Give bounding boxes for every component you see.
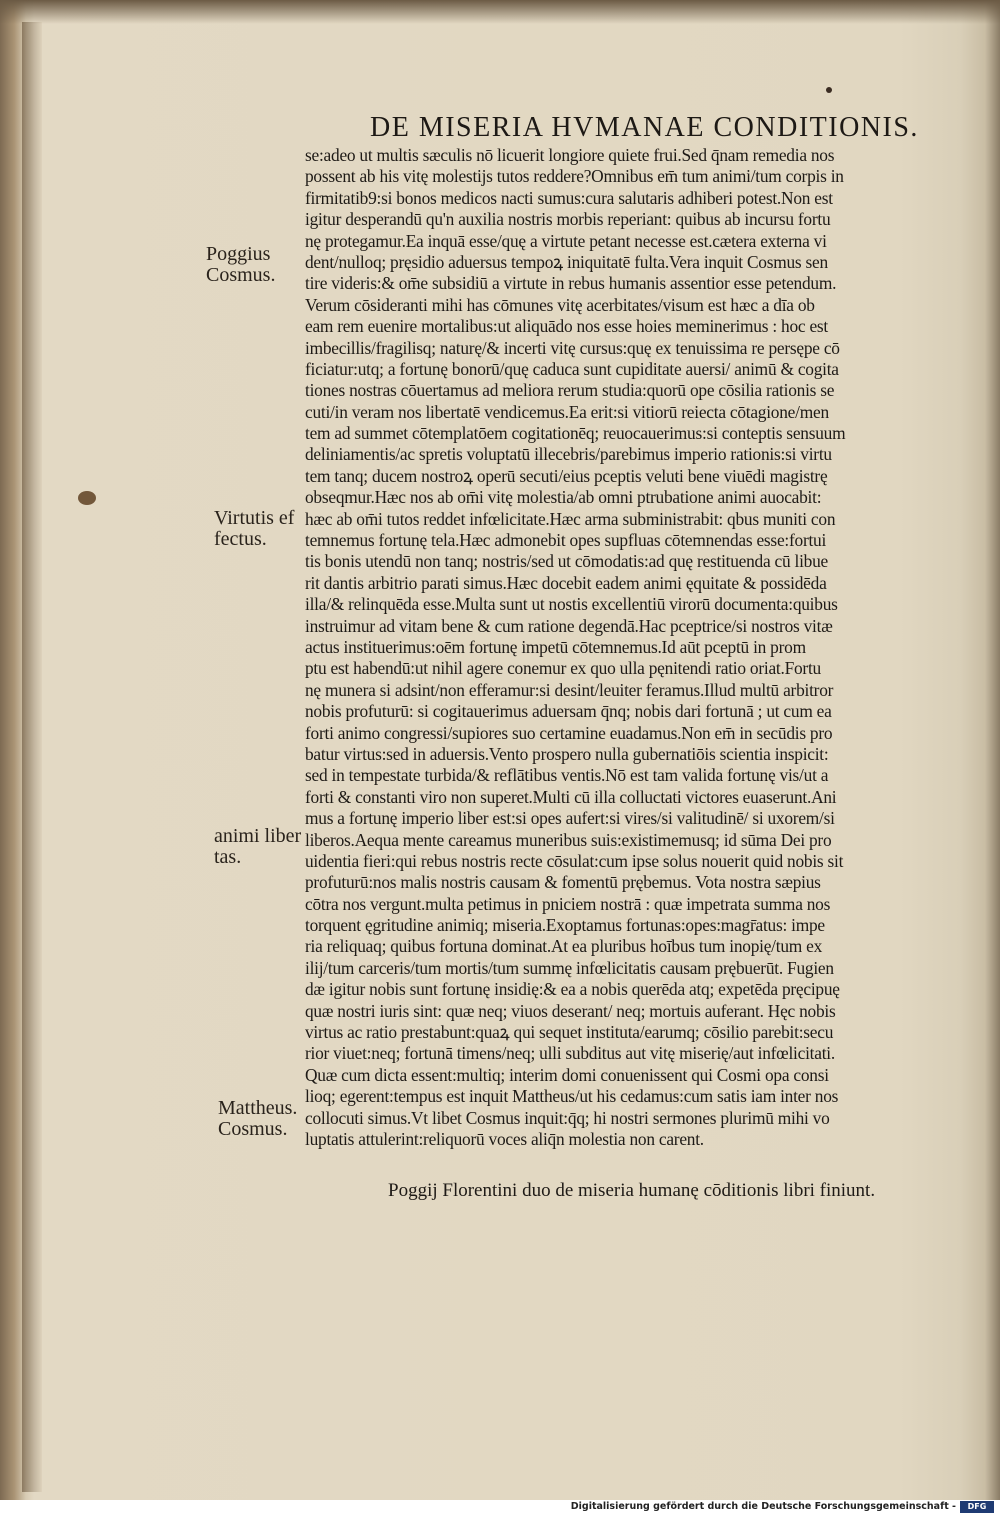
marginal-note-line: fectus. — [214, 528, 267, 550]
marginal-note-line: animi liber — [214, 825, 302, 847]
marginal-note-poggius — [206, 244, 275, 286]
text-line: quæ nostri iuris sint: quæ neq; viuos deserant/ neq; mortuis auferant. Hęc nobis — [305, 1000, 836, 1021]
text-line: temnemus fortunę tela.Hæc admonebit opes supfluas cōtemnendas esse:fortui — [305, 530, 827, 551]
dfg-logo: DFG — [960, 1501, 994, 1513]
text-line: eam rem euenire mortalibus:ut aliquādo nos esse hoies meminerimus : hoc est — [305, 316, 828, 337]
text-line: collocuti simus.Vt libet Cosmus inquit:q̄q; hi nostri sermones plurimū mihi vo — [305, 1107, 830, 1128]
marginal-note-virtutis — [214, 508, 294, 550]
marginal-note-mattheus — [218, 1098, 297, 1140]
text-line: forti animo congressi/supiores suo certamine euadamus.Non em̄ in secūdis pro — [305, 722, 833, 743]
text-line: tem tanq; ducem nostroꝝ operū secuti/eius pceptis veluti bene viuēdi magistrę — [305, 465, 828, 486]
marginal-note-animi — [214, 826, 301, 868]
body-text — [305, 145, 960, 1150]
text-line: imbecillis/fragilisq; naturę/& incerti vitę cursus:quę ex tenuissima re persępe cō — [305, 337, 840, 358]
text-line: luptatis attulerint:reliquorū voces aliq̄n molestia non carent. — [305, 1128, 704, 1149]
text-line: firmitatib9:si bonos medicos nacti sumus:cura salutaris adhiberi potest.Non est — [305, 187, 833, 208]
text-line: igitur desperandū qu'n auxilia nostris morbis reperiant: quibus ab incursu fortu — [305, 209, 831, 230]
text-line: possent ab his vitę molestijs tutos reddere?Omnibus em̄ tum animi/tum corpis in — [305, 166, 844, 187]
text-line: ilij/tum carceris/tum mortis/tum summę infœlicitatis causam prębuerūt. Fugien — [305, 957, 834, 978]
text-line: virtus ac ratio prestabunt:quaꝝ qui sequet instituta/earumq; cōsilio parebit:secu — [305, 1022, 834, 1043]
text-line: obseqmur.Hæc nos ab om̄i vitę molestia/ab omni ptrubatione animi auocabit: — [305, 487, 822, 508]
text-line: cōtra nos vergunt.multa petimus in pniciem nostrā : quæ impetrata summa nos — [305, 893, 831, 914]
paper-stain — [78, 491, 96, 505]
text-line: sed in tempestate turbida/& reflātibus ventis.Nō est tam valida fortunę vis/ut a — [305, 765, 829, 786]
ink-dot — [826, 87, 832, 93]
text-line: lioq; egerent:tempus est inquit Mattheus/ut his cedamus:cum satis iam inter nos — [305, 1086, 839, 1107]
text-line: instruimur ad vitam bene & cum ratione degendā.Hac pceptrice/si nostros vitæ — [305, 615, 833, 636]
text-line: actus instituerimus:oēm fortunę impetū cōtemnemus.Id aūt pceptū in prom — [305, 636, 806, 657]
marginal-note-line: tas. — [214, 846, 242, 868]
text-line: deliniamentis/ac spretis voluptatū illecebris/parebimus imperio rationis:si virtu — [305, 444, 832, 465]
text-line: se:adeo ut multis sæculis nō licuerit longiore quiete frui.Sed q̄nam remedia nos — [305, 145, 835, 165]
text-line: ptu est habendū:ut nihil agere conemur ex quo ulla pęnitendi ratio oriat.Fortu — [305, 658, 821, 679]
text-line: forti & constanti viro non superet.Multi cū illa colluctati victores euaserunt.Ani — [305, 786, 837, 807]
text-line: dæ igitur nobis sunt fortunę insidię:& ea a nobis querēda atq; expetēda pręcipuę — [305, 979, 840, 1000]
page-binding-edge — [22, 22, 42, 1492]
marginal-note-line: Mattheus. — [218, 1097, 298, 1119]
text-line: nę protegamur.Ea inquā esse/quę a virtute petant necesse est.cætera externa vi — [305, 230, 827, 251]
marginal-note-line: Virtutis ef — [214, 507, 295, 529]
text-line: tis bonis utendū non tanq; nostris/sed ut cōmodatis:ad quę restituenda cū libue — [305, 551, 829, 572]
text-line: nobis profuturū: si cogitauerimus aduersam q̄nq; nobis dari fortunā ; ut cum ea — [305, 701, 832, 722]
text-line: liberos.Aequa mente careamus muneribus suis:existimemusq; id sūma Dei pro — [305, 829, 832, 850]
running-head: DE MISERIA HVMANAE CONDITIONIS. — [370, 112, 919, 143]
digitization-credit: Digitalisierung gefördert durch die Deutsche Forschungsgemeinschaft - — [570, 1501, 956, 1512]
text-line: rit dantis arbitrio parati simus.Hæc docebit eadem animi ęquitate & possidēda — [305, 572, 827, 593]
text-line: dent/nulloq; pręsidio aduersus tempoꝝ iniquitatē fulta.Vera inquit Cosmus sen — [305, 251, 828, 272]
text-line: ria reliquaq; quibus fortuna dominat.At ea pluribus hoībus tum inopię/tum ex — [305, 936, 823, 957]
text-line: cuti/in veram nos libertatē vendicemus.Ea erit:si vitiorū reiecta cōtagione/men — [305, 401, 829, 422]
marginal-note-line: Cosmus. — [206, 264, 276, 286]
text-line: tem ad summet cōtemplatōem cogitationēq; reuocauerimus:si conteptis sensuum — [305, 423, 846, 444]
text-line: uidentia fieri:qui rebus nostris recte cōsulat:cum ipse solus nouerit quid nobis sit — [305, 850, 844, 871]
text-line: Verum cōsideranti mihi has cōmunes vitę acerbitates/visum est hæc a dīa ob — [305, 294, 815, 315]
text-line: tire videris:& om̄e subsidiū a virtute in rebus humanis assentior esse petendum. — [305, 273, 837, 294]
marginal-note-line: Poggius — [206, 243, 271, 265]
marginal-note-line: Cosmus. — [218, 1118, 288, 1140]
text-line: tiones nostras cōuertamus ad meliora rerum studia:quorū ope cōsilia rationis se — [305, 380, 835, 401]
text-line: nę munera si adsint/non efferamur:si desint/leuiter feramus.Illud multū arbitror — [305, 679, 834, 700]
text-line: illa/& relinquēda esse.Multa sunt ut nostis excellentiū virorū documenta:quibus — [305, 594, 838, 615]
text-line: rior viuet:neq; fortunā timens/neq; ulli subditus aut vitę miserię/aut infœlicitati. — [305, 1043, 835, 1064]
text-line: Quæ cum dicta essent:multiq; interim domi conuenissent qui Cosmi opa consi — [305, 1064, 829, 1085]
text-line: batur virtus:sed in aduersis.Vento prospero nulla gubernatiōis scientia inspicit: — [305, 743, 829, 764]
text-line: hæc ab om̄i tutos reddet infœlicitate.Hæc arma subministrabit: qbus muniti con — [305, 508, 836, 529]
text-line: mus a fortunę imperio liber est:si opes aufert:si vires/si valitudinē/ si uxorem/si — [305, 808, 835, 829]
top-shadow — [0, 0, 1000, 24]
text-line: ficiatur:utq; a fortunę bonorū/quę caduca sunt cupiditate auersi/ animū & cogita — [305, 358, 839, 379]
text-line: profuturū:nos malis nostris causam & fomentū prębemus. Vota nostra sæpius — [305, 872, 821, 893]
text-line: torquent ęgritudine animiq; miseria.Exoptamus fortunas:opes:magr̄atus: impe — [305, 915, 825, 936]
colophon: Poggij Florentini duo de miseria humanę cōditionis libri finiunt. — [388, 1180, 876, 1201]
